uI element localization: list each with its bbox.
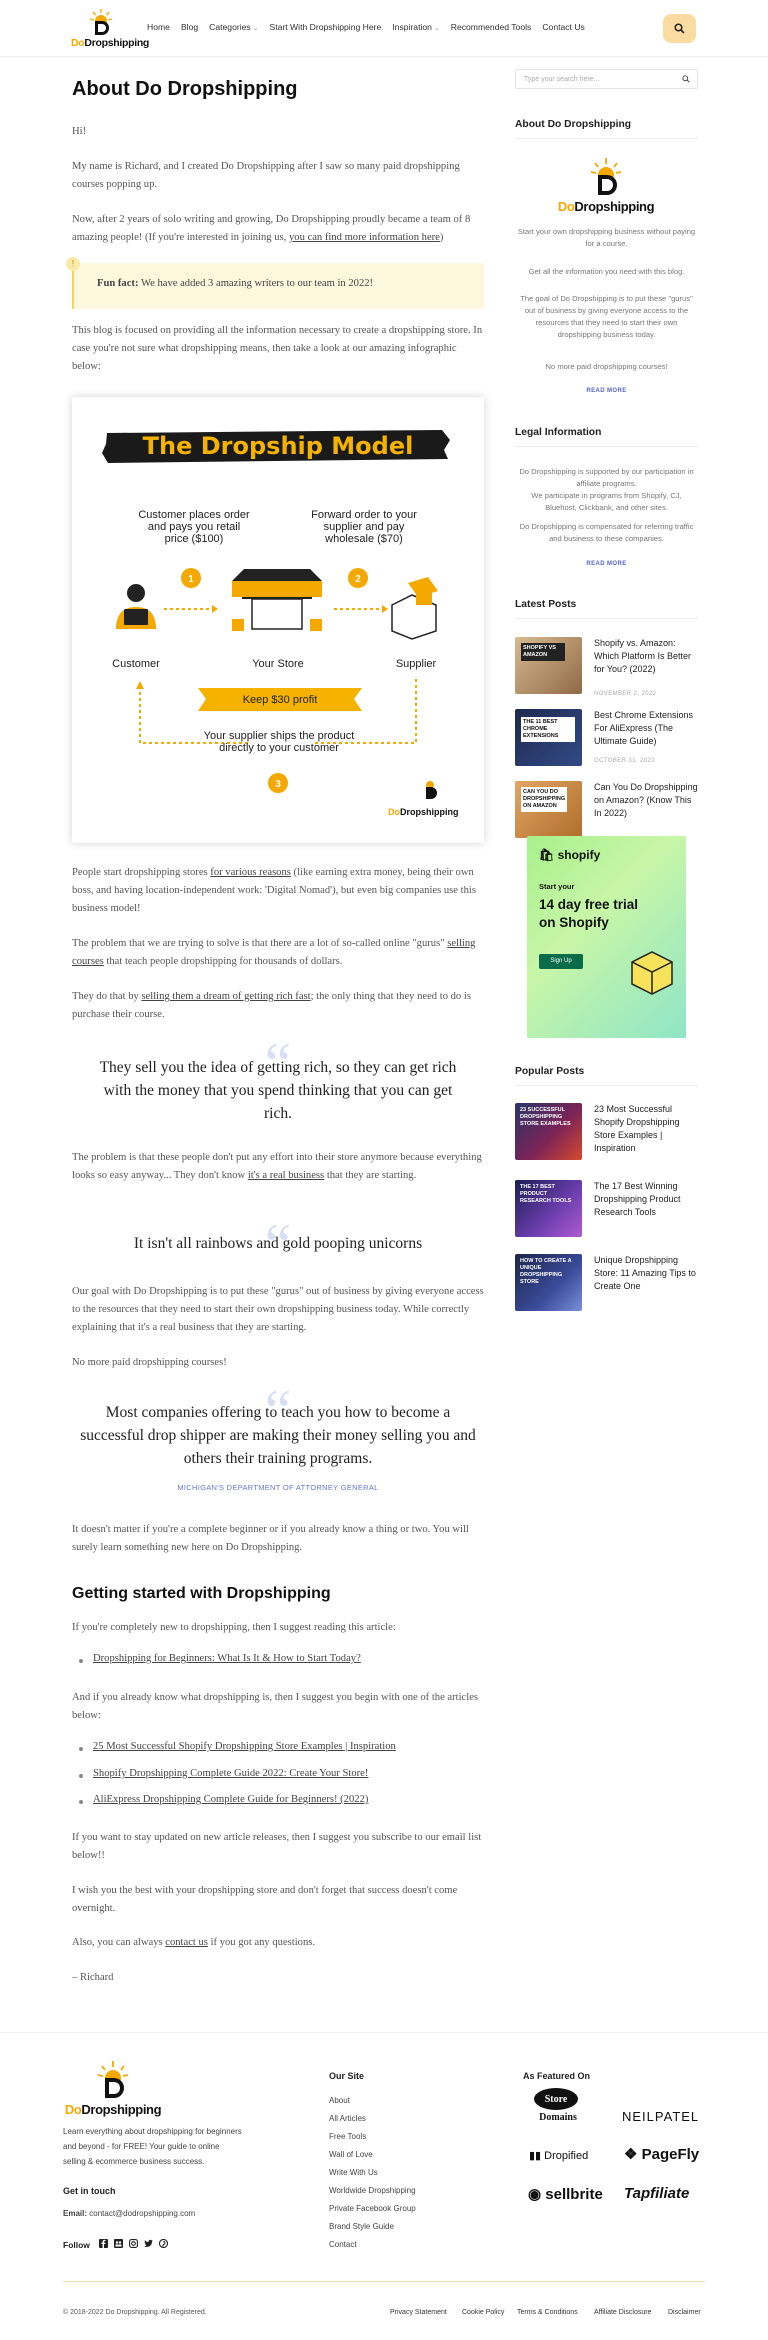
twitter-icon[interactable] xyxy=(144,2239,153,2248)
footer-link-worldwide[interactable]: Worldwide Dropshipping xyxy=(329,2186,416,2195)
footer-divider xyxy=(63,2281,705,2282)
footer-about: Learn everything about dropshipping for beginners and beyond - for FREE! Your guide to online selling & ecommerce business success. xyxy=(63,2127,242,2166)
nav-contact[interactable]: Contact Us xyxy=(542,22,585,32)
shopify-trial-ad[interactable] xyxy=(527,836,686,1038)
about-text-3: The goal of Do Dropshipping is to put these "gurus" out of business by giving everyone access to the resources that they need to start their own dropshipping business today. xyxy=(520,294,693,339)
footer-link-facebook-group[interactable]: Private Facebook Group xyxy=(329,2204,416,2213)
infographic-graphic xyxy=(72,397,484,843)
cookie-policy-link[interactable]: Cookie Policy xyxy=(462,2309,505,2316)
footer-link-about[interactable]: About xyxy=(329,2096,350,2105)
latest-post[interactable] xyxy=(515,637,698,701)
store-icon xyxy=(232,569,322,631)
para-new: If you're completely new to dropshipping, then I suggest reading this article: xyxy=(72,1622,396,1633)
para-team: Now, after 2 years of solo writing and growing, Do Dropshipping proudly became a team of 8 amazing people! (If you're interested in joining us, you can find more information here) xyxy=(72,214,471,243)
contact-us-link[interactable]: contact us xyxy=(165,1937,208,1948)
para-effort: The problem is that these people don't put any effort into their store anymore because everything looks so easy anyway... They don't know it's a real business that they are starting. xyxy=(72,1152,482,1181)
various-reasons-link[interactable]: for various reasons xyxy=(210,867,291,878)
para-subscribe: If you want to stay updated on new article releases, then I suggest you subscribe to our email list below!! xyxy=(72,1832,482,1861)
step2-line2: supplier and pay xyxy=(323,521,405,533)
page-title: About Do Dropshipping xyxy=(72,78,298,100)
legal-text-2: We participate in programs from Shopify, CJ, Bluehost, Clickbank, and other sites. xyxy=(531,491,682,512)
quote-mark-icon: “ xyxy=(264,1378,292,1444)
para-intro: My name is Richard, and I created Do Dropshipping after I saw so many paid dropshipping courses popping up. xyxy=(72,161,460,190)
sidebar-search-input[interactable]: Type your search here... xyxy=(515,69,698,89)
logo-dropshipping: Dropshipping xyxy=(84,37,150,49)
store-domains-logo: Store Domains xyxy=(530,2088,586,2126)
neilpatel-logo: NEILPATEL xyxy=(622,2109,700,2124)
facebook-group-icon[interactable] xyxy=(114,2239,123,2248)
ad-start-text: Start your xyxy=(539,882,575,891)
step2-line3: wholesale ($70) xyxy=(325,533,403,545)
svg-text:Do: Do xyxy=(388,807,400,817)
search-icon[interactable] xyxy=(682,75,690,83)
copyright: © 2018-2022 Do Dropshipping. All Registered. xyxy=(63,2309,207,2316)
logo-do: Do xyxy=(71,37,85,49)
footer-email: Email: contact@dodropshipping.com xyxy=(63,2209,196,2218)
list-item xyxy=(93,1653,361,1664)
latest-post[interactable] xyxy=(515,709,698,773)
para-dream: They do that by selling them a dream of getting rich fast; the only thing that they need to do is purchase their course. xyxy=(72,991,471,1020)
quote-3-text: Most companies offering to teach you how to become a successful drop shipper are making their money selling you and others their training programs. xyxy=(80,1404,476,1467)
post-thumbnail[interactable]: THE 17 BEST PRODUCT RESEARCH TOOLS xyxy=(515,1180,582,1237)
fun-fact-text: Fun fact: We have added 3 amazing writers to our team in 2022! xyxy=(97,278,374,289)
para-problem: The problem that we are trying to solve is that there are a lot of so-called online "gurus" selling courses that teach people dropshipping for thousands of dollars. xyxy=(72,938,476,967)
instagram-icon[interactable] xyxy=(129,2239,138,2248)
para-goal: Our goal with Do Dropshipping is to put these "gurus" out of business by giving everyone access to the resources that they need to start their own dropshipping business today. While correctly explaining that it's a real business that they are starting. xyxy=(72,1286,484,1333)
infographic-title: The Dropship Model xyxy=(142,432,414,460)
label-customer: Customer xyxy=(112,658,160,670)
nav-home[interactable]: Home xyxy=(147,22,170,32)
tapfiliate-logo: Tapfiliate xyxy=(624,2185,690,2202)
legal-text-1: Do Dropshipping is supported by our participation in affiliate programs. xyxy=(519,467,694,488)
sidebar-popular-heading: Popular Posts xyxy=(515,1066,698,1086)
shopify-guide-link[interactable]: Shopify Dropshipping Complete Guide 2022: Create Your Store! xyxy=(93,1768,369,1779)
para-blog: This blog is focused on providing all the information necessary to create a dropshipping store. In case you're not sure what dropshipping means, then take a look at our amazing infographic below: xyxy=(72,325,483,372)
facebook-icon[interactable] xyxy=(99,2239,108,2248)
affiliate-disclosure-link[interactable]: Affiliate Disclosure xyxy=(594,2309,652,2316)
box-icon xyxy=(627,944,677,999)
header-search-button[interactable] xyxy=(663,14,696,43)
step1-line1: Customer places order xyxy=(138,509,250,521)
para-start: People start dropshipping stores for various reasons (like earning extra money, being their own boss, and having location-independent work: 'Digital Nomad'), but even big companies use this business model! xyxy=(72,867,476,914)
store-examples-link[interactable]: 25 Most Successful Shopify Dropshipping Store Examples | Inspiration xyxy=(93,1741,396,1752)
quote-mark-icon: “ xyxy=(264,1031,292,1097)
join-us-link[interactable]: you can find more information here xyxy=(288,232,440,243)
step3-line2: directly to your customer xyxy=(219,742,339,754)
para-already: And if you already know what dropshipping is, then I suggest you begin with one of the articles below: xyxy=(72,1692,479,1721)
list-item xyxy=(93,1741,396,1752)
sellbrite-logo: ◉ sellbrite xyxy=(528,2186,603,2203)
infographic-logo xyxy=(388,781,459,817)
step1-line2: and pays you retail xyxy=(147,521,241,533)
sidebar-legal-heading: Legal Information xyxy=(515,427,698,447)
search-icon xyxy=(674,23,685,34)
footer-link-contact[interactable]: Contact xyxy=(329,2240,357,2249)
profit-text: Keep $30 profit xyxy=(242,694,318,706)
legal-read-more-link[interactable]: READ MORE xyxy=(586,561,627,567)
post-date: OCTOBER 31, 2022 xyxy=(594,758,655,764)
pinterest-icon[interactable] xyxy=(159,2239,168,2248)
selling-courses-link[interactable]: selling courses xyxy=(72,938,476,967)
about-text-1: Start your own dropshipping business without paying for a course. xyxy=(517,227,696,248)
para-contact: Also, you can always contact us if you got any questions. xyxy=(72,1937,316,1948)
about-text-4: No more paid dropshipping courses! xyxy=(545,362,668,371)
footer-our-site-heading: Our Site xyxy=(329,2071,365,2081)
post-title[interactable]: Can You Do Dropshipping on Amazon? (Know This In 2022) xyxy=(594,782,698,818)
beginners-guide-link[interactable]: Dropshipping for Beginners: What Is It & How to Start Today? xyxy=(93,1653,361,1664)
pagefly-logo: ❖ PageFly xyxy=(624,2146,700,2163)
label-store: Your Store xyxy=(252,658,304,670)
main-nav xyxy=(147,22,585,32)
footer-link-all-articles[interactable]: All Articles xyxy=(329,2114,366,2123)
featured-heading: As Featured On xyxy=(523,2071,591,2081)
para-no-more: No more paid dropshipping courses! xyxy=(72,1357,227,1368)
post-title[interactable]: 23 Most Successful Shopify Dropshipping Store Examples | Inspiration xyxy=(594,1104,680,1153)
list-item xyxy=(93,1794,368,1805)
fun-fact-badge: ! xyxy=(66,257,80,271)
post-thumbnail[interactable]: SHOPIFY VS AMAZON xyxy=(515,637,582,694)
site-header xyxy=(0,0,768,57)
post-thumbnail[interactable]: HOW TO CREATE A UNIQUE DROPSHIPPING STORE xyxy=(515,1254,582,1311)
label-supplier: Supplier xyxy=(395,658,437,670)
quote-2 xyxy=(72,1212,484,1278)
step3-line1: Your supplier ships the product xyxy=(203,730,355,742)
section-heading-getting-started: Getting started with Dropshipping xyxy=(72,1585,331,1602)
dropship-model-infographic xyxy=(72,397,484,843)
svg-text:2: 2 xyxy=(355,574,361,585)
privacy-link[interactable]: Privacy Statement xyxy=(390,2309,447,2316)
real-business-link[interactable]: it's a real business xyxy=(247,1170,325,1181)
dropified-logo: ▮▮ Dropified xyxy=(529,2150,589,2162)
footer-link-write-with-us[interactable]: Write With Us xyxy=(329,2168,378,2177)
sidebar-logo: DoDropshipping xyxy=(556,156,656,218)
dream-link[interactable]: selling them a dream of getting rich fast xyxy=(141,991,311,1002)
popular-post[interactable] xyxy=(515,1180,698,1244)
sidebar-latest-heading: Latest Posts xyxy=(515,599,698,619)
footer-touch-heading: Get in touch xyxy=(63,2186,116,2196)
post-thumbnail[interactable]: THE 11 BEST CHROME EXTENSIONS xyxy=(515,709,582,766)
nav-blog[interactable]: Blog xyxy=(180,22,199,32)
footer-follow-label: Follow xyxy=(63,2240,90,2250)
legal-text-3: Do Dropshipping is compensated for referring traffic and business to these companies. xyxy=(519,522,694,543)
footer-link-wall-of-love[interactable]: Wall of Love xyxy=(329,2150,373,2159)
para-matter: It doesn't matter if you're a complete beginner or if you already know a thing or two. You will surely learn something new here on Do Dropshipping. xyxy=(72,1524,469,1553)
social-icons xyxy=(99,2239,168,2248)
svg-text:Dropshipping: Dropshipping xyxy=(400,807,459,817)
post-thumbnail[interactable]: CAN YOU DO DROPSHIPPING ON AMAZON xyxy=(515,781,582,838)
nav-start-here[interactable]: Start With Dropshipping Here xyxy=(269,22,382,32)
signature: – Richard xyxy=(72,1972,114,1983)
supplier-icon xyxy=(392,577,438,639)
ad-trial-text: 14 day free trial on Shopify xyxy=(539,897,639,930)
post-date: NOVEMBER 2, 2022 xyxy=(594,691,657,697)
quote-3-citation: MICHIGAN'S DEPARTMENT OF ATTORNEY GENERAL xyxy=(177,1483,379,1492)
step1-line3: price ($100) xyxy=(164,533,224,545)
post-title[interactable]: Unique Dropshipping Store: 11 Amazing Tips to Create One xyxy=(594,1255,696,1291)
about-text-2: Get all the information you need with this blog. xyxy=(528,267,685,276)
site-logo[interactable] xyxy=(71,7,150,51)
post-title[interactable]: The 17 Best Winning Dropshipping Product Research Tools xyxy=(594,1181,681,1217)
post-title[interactable]: Best Chrome Extensions For AliExpress (The Ultimate Guide) xyxy=(594,710,694,746)
ad-signup-button[interactable]: Sign Up xyxy=(539,954,583,969)
about-read-more-link[interactable]: READ MORE xyxy=(586,388,627,394)
nav-inspiration[interactable]: Inspiration ⌄ xyxy=(392,22,439,32)
email-link[interactable]: contact@dodropshipping.com xyxy=(89,2209,196,2218)
aliexpress-guide-link[interactable]: AliExpress Dropshipping Complete Guide for Beginners! (2022) xyxy=(93,1794,369,1805)
list-item xyxy=(93,1768,368,1779)
quote-2-text: It isn't all rainbows and gold pooping unicorns xyxy=(133,1235,423,1252)
popular-post[interactable] xyxy=(515,1103,698,1167)
footer-link-free-tools[interactable]: Free Tools xyxy=(329,2132,367,2141)
terms-link[interactable]: Terms & Conditions xyxy=(517,2309,578,2316)
nav-recommended-tools[interactable]: Recommended Tools xyxy=(450,22,532,32)
shopify-logo: 🛍 shopify xyxy=(539,848,601,862)
quote-1 xyxy=(72,1031,484,1122)
svg-text:3: 3 xyxy=(275,779,281,790)
quote-mark-icon: “ xyxy=(264,1212,292,1278)
step2-line1: Forward order to your xyxy=(311,509,417,521)
para-hi: Hi! xyxy=(72,126,87,137)
post-title[interactable]: Shopify vs. Amazon: Which Platform Is Better for You? (2022) xyxy=(594,638,692,674)
nav-categories[interactable]: Categories ⌄ xyxy=(209,22,258,32)
svg-text:1: 1 xyxy=(188,574,194,585)
footer-logo[interactable]: DoDropshipping xyxy=(63,2059,163,2121)
para-wish: I wish you the best with your dropshipping store and don't forget that success doesn't come overnight. xyxy=(72,1885,458,1914)
popular-post[interactable] xyxy=(515,1254,698,1318)
quote-3 xyxy=(72,1378,484,1477)
disclaimer-link[interactable]: Disclaimer xyxy=(668,2309,701,2316)
fun-fact-box xyxy=(71,259,484,309)
footer-link-brand-guide[interactable]: Brand Style Guide xyxy=(329,2222,394,2231)
quote-1-text: They sell you the idea of getting rich, so they can get rich with the money that you spend thinking that you can get rich. xyxy=(99,1059,457,1122)
sidebar-about-heading: About Do Dropshipping xyxy=(515,119,698,139)
customer-icon xyxy=(116,584,156,629)
post-thumbnail[interactable]: 23 SUCCESSFUL DROPSHIPPING STORE EXAMPLES xyxy=(515,1103,582,1160)
